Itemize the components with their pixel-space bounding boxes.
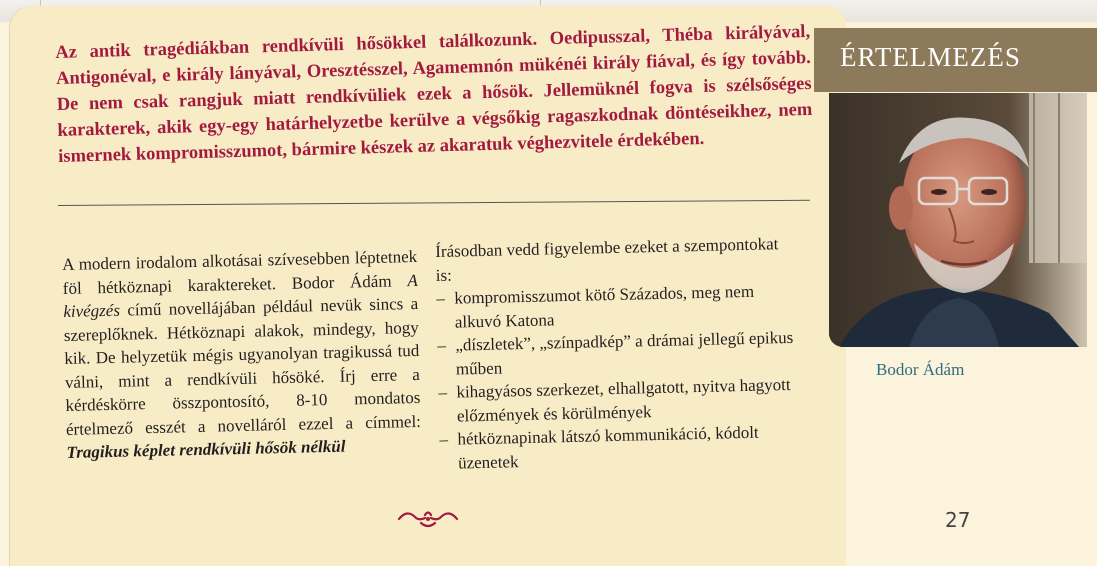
assignment-text-part2: című novellájában például nevük sincs a szereplőknek. Hétköznapi alakok, mindegy, hogy kik. De helyzetük mégis ugyanolyan tragikussá tud válni, mint a rendkívüli hősöké. Írj erre a kérdéskörre összpontosító, 8-10 mondatos értelmező esszét a novelláról ezzel a címmel: — [63, 293, 422, 439]
work-title: A kivégzés — [63, 270, 418, 321]
list-item: – kihagyásos szerkezet, elhallgatott, nyitva hagyott előzmények és körülmények — [438, 373, 799, 428]
left-column — [62, 245, 422, 464]
intro-paragraph: Az antik tragédiákban rendkívüli hősökkel találkozunk. Oedipusszal, Thébа királyával, Antigonéval, e király lányával, Oresztésszel, Agamemnón mükénéi király fiával, és így tovább. De nem csak rangjuk miatt rendkívüliek ezek a hősök. Jellemüknél fogva is szélsőséges karakterek, akik egy-egy határhelyzetbe kerülve a végsőkig ragaszkodnak döntéseikhez, nem ismernek kompromisszumot, bármire készek az akaratuk véghezvitele érdekében. — [55, 21, 813, 167]
section-heading: ÉRTELMEZÉS — [840, 42, 1021, 72]
list-item: – „díszletek”, „színpadkép” a drámai jellegű epikus műben — [437, 326, 798, 381]
section-heading-bar — [814, 28, 1097, 92]
portrait-caption: Bodor Ádám — [876, 360, 965, 379]
assignment-text — [62, 245, 422, 464]
list-item: – kompromisszumot kötő Százados, meg nem alkuvó Katona — [436, 279, 797, 334]
list-item: – hétköznapinak látszó kommunikáció, kódolt üzenetek — [439, 420, 800, 475]
ornament-icon — [397, 507, 459, 529]
author-portrait — [829, 93, 1087, 347]
criteria-lead: Írásodban vedd figyelembe ezeket a szempontokat is: — [435, 234, 779, 285]
criteria-list — [436, 279, 800, 475]
right-column — [435, 232, 800, 475]
portrait-image — [829, 93, 1087, 347]
essay-title: Tragikus képlet rendkívüli hősök nélkül — [66, 436, 346, 462]
page-number: 27 — [945, 508, 971, 532]
assignment-text-part1: A modern irodalom alkotásai szívesebben léptetnek föl hétköznapi karaktereket. Bodor Ádám — [62, 246, 418, 298]
